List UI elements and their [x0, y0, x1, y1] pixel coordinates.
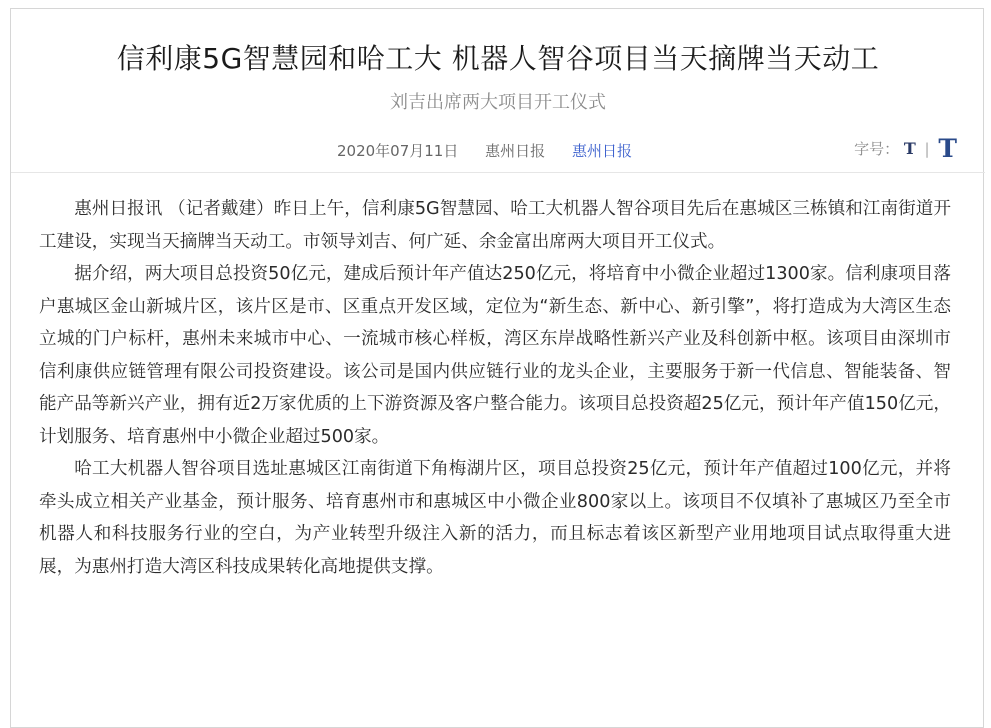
publish-date: 2020年07月11日 [337, 142, 459, 160]
source-link[interactable]: 惠州日报 [571, 142, 632, 160]
paragraph: 据介绍，两大项目总投资50亿元，建成后预计年产值达250亿元，将培育中小微企业超过1300家。信利康项目落户惠城区金山新城片区，该片区是市、区重点开发区域，定位为“新生态、新中心、新引擎”，将打造成为大湾区生态立城的门户标杆，惠州未来城市中心、一流城市核心样板，湾区东岸战略性新兴产业及科创新中枢。该项目由深圳市信利康供应链管理有限公司投资建设。该公司是国内供应链行业的龙头企业，主要服务于新一代信息、智能装备、智能产品等新兴产业，拥有近2万家优质的上下游资源及客户整合能力。该项目总投资超25亿元，预计年产值150亿元，计划服务、培育惠州中小微企业超过500家。 [39, 264, 951, 447]
paragraph: 惠州日报讯 （记者戴建）昨日上午，信利康5G智慧园、哈工大机器人智谷项目先后在惠城区三栋镇和江南街道开工建设，实现当天摘牌当天动工。市领导刘吉、何广延、余金富出席两大项目开工仪式。 [39, 199, 951, 252]
font-size-control [854, 134, 957, 163]
meta-info [337, 140, 632, 161]
article-title: 信利康5G智慧园和哈工大 机器人智谷项目当天摘牌当天动工 [116, 42, 880, 75]
article-meta [11, 134, 985, 173]
font-size-separator: | [924, 139, 930, 158]
source-name: 惠州日报 [485, 142, 546, 160]
paragraph: 哈工大机器人智谷项目选址惠城区江南街道下角梅湖片区，项目总投资25亿元，预计年产值超过100亿元，并将牵头成立相关产业基金，预计服务、培育惠州市和惠城区中小微企业800家以上。该项目不仅填补了惠城区乃至全市机器人和科技服务行业的空白，为产业转型升级注入新的活力，而且标志着该区新型产业用地项目试点取得重大进展，为惠州打造大湾区科技成果转化高地提供支撑。 [39, 459, 951, 577]
font-size-small-button[interactable]: T [903, 139, 916, 158]
article-subtitle: 刘吉出席两大项目开工仪式 [390, 92, 606, 113]
font-size-label: 字号： [854, 140, 900, 158]
font-size-large-button[interactable]: T [938, 134, 957, 163]
article-body [39, 193, 951, 583]
article-container [10, 8, 984, 728]
